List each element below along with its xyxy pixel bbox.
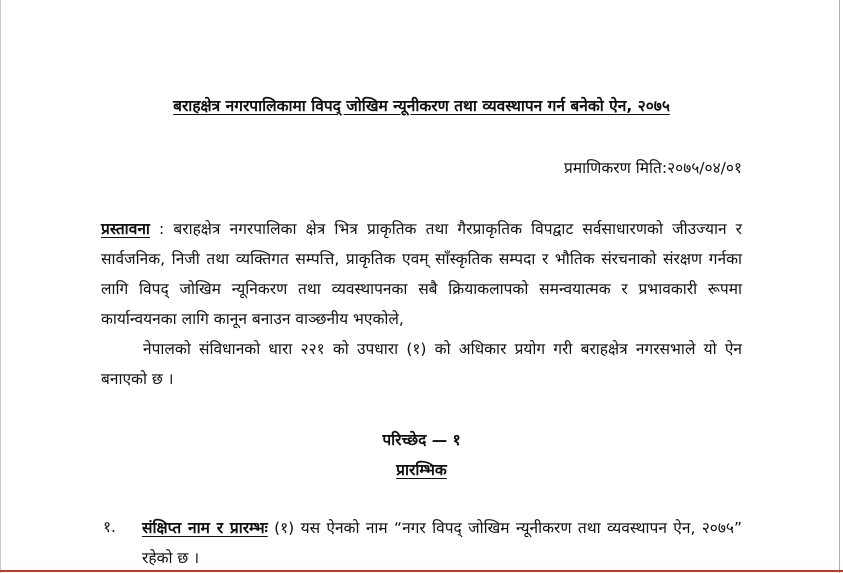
chapter-name: प्रारम्भिक	[396, 461, 447, 479]
page-right-edge	[839, 0, 840, 573]
section-title: संक्षिप्त नाम र प्रारम्भः	[142, 519, 268, 537]
preamble-text: बराहक्षेत्र नगरपालिका क्षेत्र भित्र प्राकृतिक तथा गैरप्राकृतिक विपद्वाट सर्वसाधारणको जीउज्यान र सार्वजनिक, निजी तथा व्यक्तिगत सम्पत्ति, प्राकृतिक एवम् साँस्कृतिक सम्पदा र भौतिक संरचनाको संरक्षण गर्नका लागि विपद् जोखिम न्यूनिकरण तथा व्यवस्थापनका सबै क्रियाकलापको समन्वयात्मक र प्रभावकारी रूपमा कार्यान्वयनका लागि कानून बनाउन वाञ्छनीय भएकोले,	[101, 220, 743, 328]
preamble-paragraph	[101, 214, 742, 334]
section-paragraph	[142, 513, 742, 573]
page-left-edge	[0, 0, 1, 573]
section-text: (१) यस ऐनको नाम “नगर विपद् जोखिम न्यूनीकरण तथा व्यवस्थापन ऐन, २०७५” रहेको छ ।	[142, 519, 743, 567]
enactment-paragraph: नेपालको संविधानको धारा २२१ को उपधारा (१) को अधिकार प्रयोग गरी बराहक्षेत्र नगरसभाले यो ऐन बनाएको छ ।	[101, 340, 742, 388]
page-bottom-border	[0, 570, 843, 572]
document-title: बराहक्षेत्र नगरपालिकामा विपद् जोखिम न्यूनीकरण तथा व्यवस्थापन गर्न बनेको ऐन, २०७५	[173, 97, 670, 115]
preamble-separator: :	[149, 220, 174, 238]
authentication-date: प्रमाणिकरण मिति:२०७५/०४/०१	[564, 159, 742, 177]
chapter-number: परिच्छेद — १	[382, 431, 461, 449]
section-number: १.	[103, 518, 116, 536]
preamble-label: प्रस्तावना	[101, 220, 150, 238]
